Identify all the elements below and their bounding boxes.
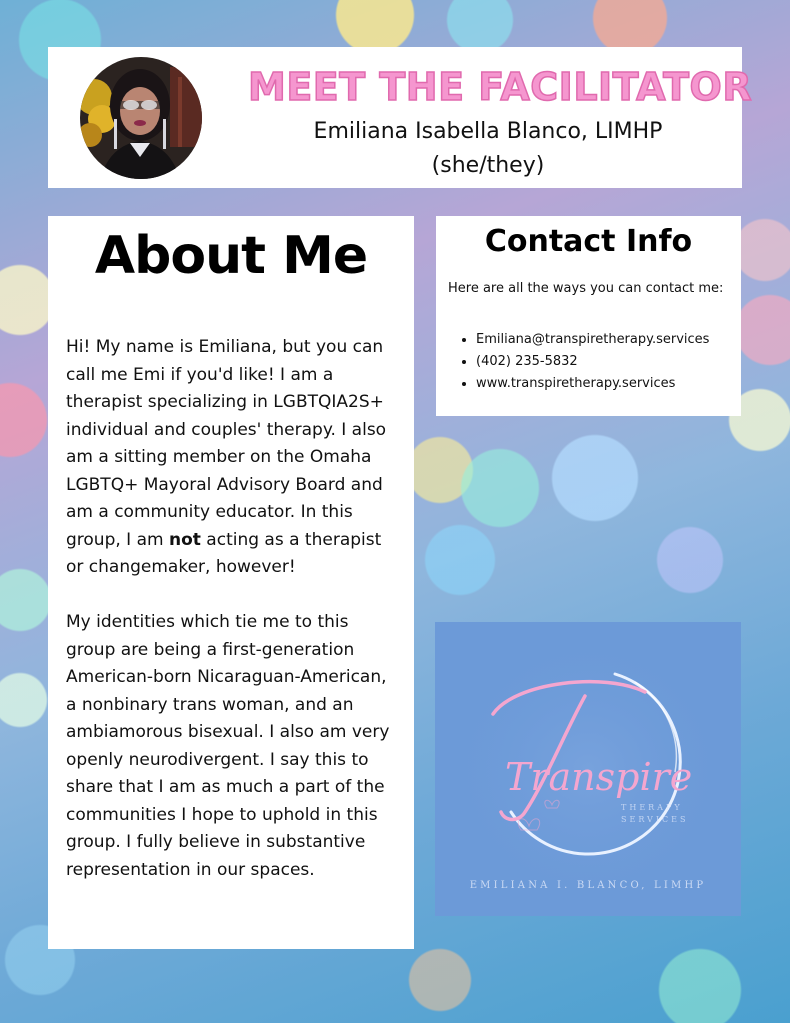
logo-script-text: Transpire — [505, 755, 693, 799]
contact-heading: Contact Info — [484, 224, 693, 259]
about-body — [66, 334, 402, 884]
transpire-logo — [435, 622, 741, 916]
facilitator-photo — [80, 57, 202, 179]
contact-info-card — [436, 216, 741, 416]
about-paragraph-1 — [66, 334, 402, 582]
logo-caption: EMILIANA I. BLANCO, LIMHP — [469, 880, 707, 891]
facilitator-pronouns: (she/they) — [431, 153, 545, 178]
contact-phone[interactable]: • (402) 235-5832 — [476, 351, 738, 373]
logo-line2: SERVICES — [621, 815, 689, 824]
page-title: MEET THE FACILITATOR — [248, 65, 753, 109]
facilitator-header-card — [48, 47, 753, 188]
logo-graphic — [435, 622, 741, 916]
logo-line1: THERAPY — [621, 803, 683, 812]
facilitator-name: Emiliana Isabella Blanco, LIMHP — [313, 119, 663, 144]
contact-intro: Here are all the ways you can contact me: — [448, 281, 724, 296]
about-me-card — [48, 216, 414, 949]
about-p1-text: Hi! My name is Emiliana, but you can call me Emi if you'd like! I am a therapist specializing in LGBTQIA2S+ individual and couples' therapy. I also am a sitting member on the Omaha LGBTQ+ Mayoral Advisory Board and am a community educator. In this group, I am — [66, 337, 387, 550]
about-p1-text-end: acting as a therapist or changemaker, however! — [66, 529, 382, 577]
about-p1-emphasis: not — [168, 529, 201, 550]
about-paragraph-2: My identities which tie me to this group are being a first-generation American-born Nicaraguan-American, a nonbinary trans woman, and an ambiamorous bisexual. I also am very openly neurodivergent. I say this to share that I am as much a part of the communities I hope to uphold in this group. I fully believe in substantive representation in our spaces. — [66, 612, 390, 880]
contact-website[interactable]: • www.transpiretherapy.services — [476, 373, 738, 395]
about-heading: About Me — [94, 226, 368, 286]
contact-list — [448, 329, 738, 395]
contact-email[interactable]: • Emiliana@transpiretherapy.services — [476, 329, 738, 351]
